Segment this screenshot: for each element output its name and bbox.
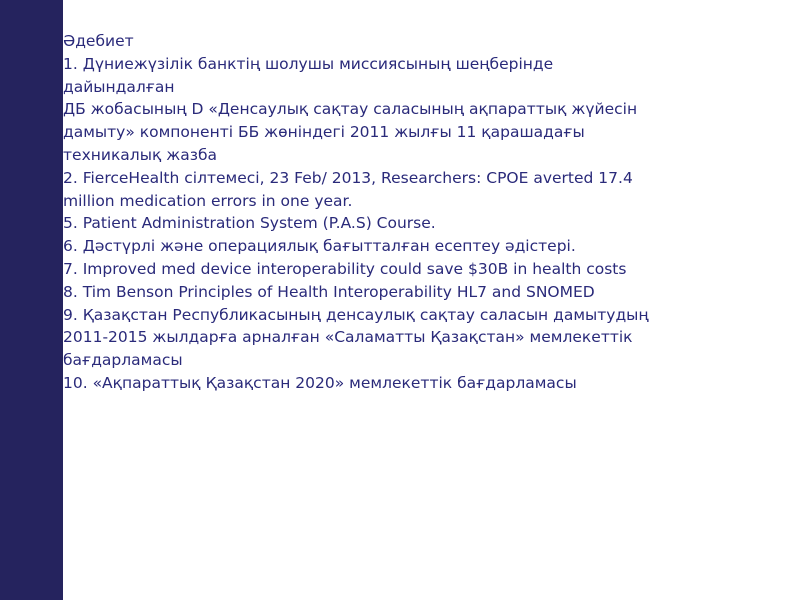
reference-line: 10. «Ақпараттық Қазақстан 2020» мемлекеттік бағдарламасы xyxy=(63,373,577,392)
reference-line: 2011-2015 жылдарға арналған «Саламатты Қазақстан» мемлекеттік xyxy=(63,328,633,347)
references-heading: Әдебиет xyxy=(63,32,134,50)
reference-line: 6. Дәстүрлі және операциялық бағытталған есептеу әдістері. xyxy=(63,237,576,256)
reference-line: техникалық жазба xyxy=(63,145,218,164)
references-text xyxy=(63,30,763,395)
reference-line: 8. Tim Benson Principles of Health Interoperability HL7 and SNOMED xyxy=(63,282,595,301)
reference-line: 2. FierceHealth сілтемесі, 23 Feb/ 2013, Researchers: CPOE averted 17.4 xyxy=(63,168,633,187)
reference-line: дайындалған xyxy=(63,77,175,96)
reference-line: million medication errors in one year. xyxy=(63,191,353,210)
sidebar-decoration xyxy=(0,0,63,600)
reference-line: дамыту» компоненті ББ жөніндегі 2011 жылғы 11 қарашадағы xyxy=(63,123,585,142)
reference-line: бағдарламасы xyxy=(63,351,183,370)
reference-line: ДБ жобасының D «Денсаулық сақтау саласының ақпараттық жүйесін xyxy=(63,100,638,119)
reference-line: 9. Қазақстан Республикасының денсаулық сақтау саласын дамытудың xyxy=(63,305,649,324)
reference-line: 7. Improved med device interoperability could save $30B in health costs xyxy=(63,259,627,278)
reference-line: 5. Patient Administration System (P.A.S) Course. xyxy=(63,214,436,233)
reference-line: 1. Дүниежүзілік банктің шолушы миссиясының шеңберінде xyxy=(63,54,554,73)
